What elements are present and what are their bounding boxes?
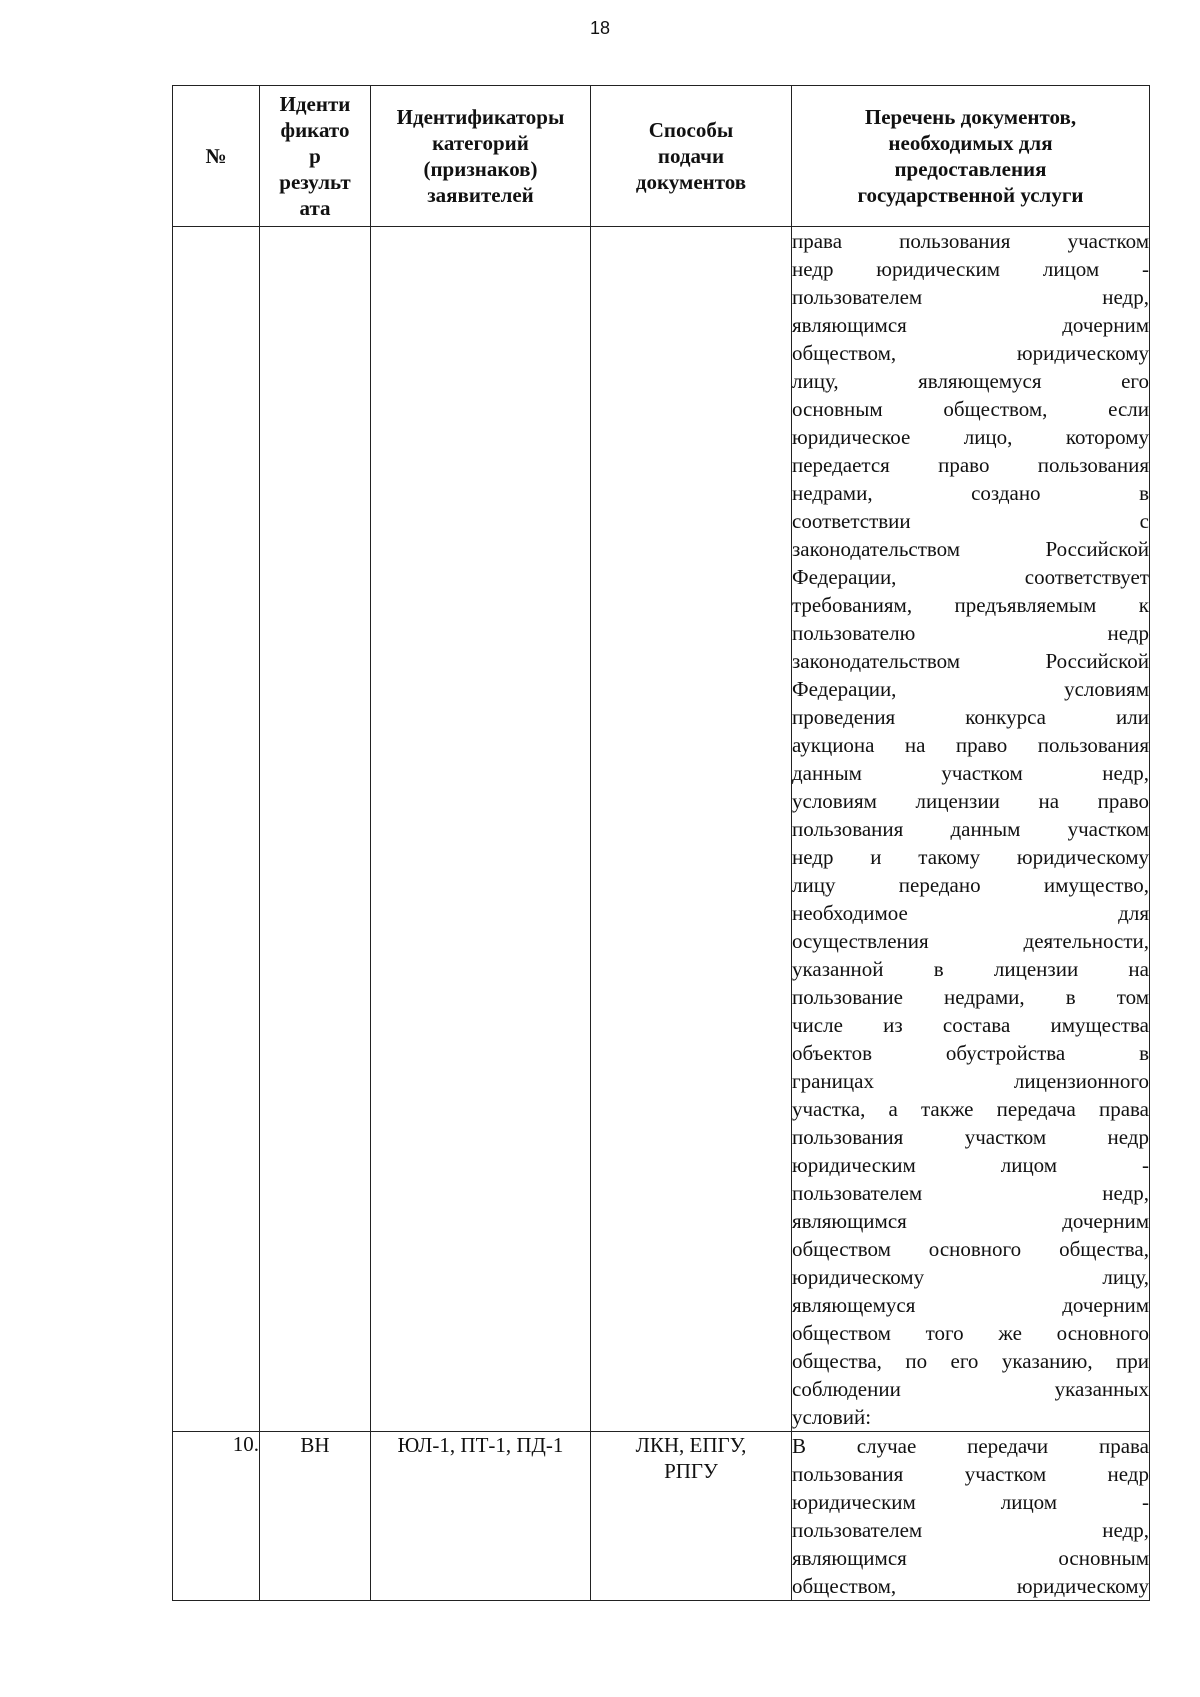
cell-methods [591, 1432, 792, 1601]
document-text-line: указанной в лицензии на [792, 957, 1149, 981]
document-text-line: обществом основного общества, [792, 1237, 1149, 1261]
header-line: р [309, 144, 321, 168]
header-line: необходимых для [888, 131, 1053, 155]
header-number [173, 86, 260, 227]
header-line: государственной услуги [857, 183, 1084, 207]
cell-documents [792, 1432, 1150, 1601]
header-line: Способы [648, 118, 734, 142]
document-text-line: Федерации, соответствует [792, 565, 1149, 589]
header-line: Иденти [279, 92, 351, 116]
document-text-line: юридическое лицо, которому [792, 425, 1149, 449]
document-text-line: законодательством Российской [792, 537, 1149, 561]
document-text-line: являющимся основным [792, 1546, 1149, 1570]
document-text-line: условий: [792, 1405, 872, 1429]
cell-result-identifier: ВН [260, 1432, 371, 1601]
header-line: ата [299, 196, 331, 220]
document-text-line: обществом, юридическому [792, 1574, 1149, 1598]
services-table [172, 85, 1150, 1601]
document-text-line: объектов обустройства в [792, 1041, 1149, 1065]
document-text-line: недр юридическим лицом - [792, 257, 1149, 281]
document-text-line: В случае передачи права [792, 1434, 1149, 1458]
document-text-line: пользователем недр, [792, 285, 1149, 309]
header-line: предоставления [894, 157, 1047, 181]
document-text-line: пользования данным участком [792, 817, 1149, 841]
document-text-line: являющемуся дочерним [792, 1293, 1149, 1317]
page-number: 18 [589, 18, 611, 38]
document-text-line: основным обществом, если [792, 397, 1149, 421]
document-text-line: соблюдении указанных [792, 1377, 1149, 1401]
document-text-line: условиям лицензии на право [792, 789, 1149, 813]
methods-line: ЛКН, ЕПГУ, [635, 1433, 747, 1457]
document-text-line: юридическому лицу, [792, 1265, 1149, 1289]
document-text-line: общества, по его указанию, при [792, 1349, 1149, 1373]
document-text-line: недр и такому юридическому [792, 845, 1149, 869]
table-row [173, 1432, 1150, 1601]
methods-line: РПГУ [664, 1459, 718, 1483]
document-text-line: пользования участком недр [792, 1125, 1149, 1149]
header-line: подачи [657, 144, 725, 168]
cell-methods [591, 227, 792, 1432]
header-line: категорий [432, 131, 529, 155]
document-text-line: пользователем недр, [792, 1181, 1149, 1205]
document-text-line: обществом того же основного [792, 1321, 1149, 1345]
header-categories [371, 86, 591, 227]
table-header-row [173, 86, 1150, 227]
header-number-text: № [205, 144, 227, 168]
document-text-line: лицу, являющемуся его [792, 369, 1149, 393]
document-text-line: необходимое для [792, 901, 1149, 925]
document-text-line: осуществления деятельности, [792, 929, 1149, 953]
header-line: результ [279, 170, 351, 194]
document-text-line: законодательством Российской [792, 649, 1149, 673]
header-documents [792, 86, 1150, 227]
cell-categories [371, 227, 591, 1432]
document-text-line: юридическим лицом - [792, 1490, 1149, 1514]
document-text-line: границах лицензионного [792, 1069, 1149, 1093]
document-text-line: являющимся дочерним [792, 1209, 1149, 1233]
document-text-line: пользователем недр, [792, 1518, 1149, 1542]
header-line: Перечень документов, [864, 105, 1077, 129]
document-text-line: соответствии с [792, 509, 1149, 533]
cell-result-identifier [260, 227, 371, 1432]
cell-categories: ЮЛ-1, ПТ-1, ПД-1 [371, 1432, 591, 1601]
document-text-line: аукциона на право пользования [792, 733, 1149, 757]
table-row [173, 227, 1150, 1432]
header-line: заявителей [427, 183, 534, 207]
document-text-line: пользование недрами, в том [792, 985, 1149, 1009]
document-text-line: числе из состава имущества [792, 1013, 1149, 1037]
document-text-line: лицу передано имущество, [792, 873, 1149, 897]
cell-number [173, 227, 260, 1432]
document-text-line: юридическим лицом - [792, 1153, 1149, 1177]
document-text-line: передается право пользования [792, 453, 1149, 477]
document-text-line: недрами, создано в [792, 481, 1149, 505]
document-text-line: обществом, юридическому [792, 341, 1149, 365]
document-text-line: пользования участком недр [792, 1462, 1149, 1486]
document-text-line: права пользования участком [792, 229, 1149, 253]
document-text-line: данным участком недр, [792, 761, 1149, 785]
document-text-line: Федерации, условиям [792, 677, 1149, 701]
document-text-line: являющимся дочерним [792, 313, 1149, 337]
document-text-line: требованиям, предъявляемым к [792, 593, 1149, 617]
header-line: фикато [280, 118, 350, 142]
document-text-line: участка, а также передача права [792, 1097, 1149, 1121]
document-text-line: проведения конкурса или [792, 705, 1149, 729]
cell-number: 10. [173, 1432, 260, 1601]
header-result-identifier [260, 86, 371, 227]
header-line: Идентификаторы [396, 105, 565, 129]
document-text-line: пользователю недр [792, 621, 1149, 645]
header-methods [591, 86, 792, 227]
header-line: документов [635, 170, 747, 194]
cell-documents [792, 227, 1150, 1432]
header-line: (признаков) [423, 157, 538, 181]
